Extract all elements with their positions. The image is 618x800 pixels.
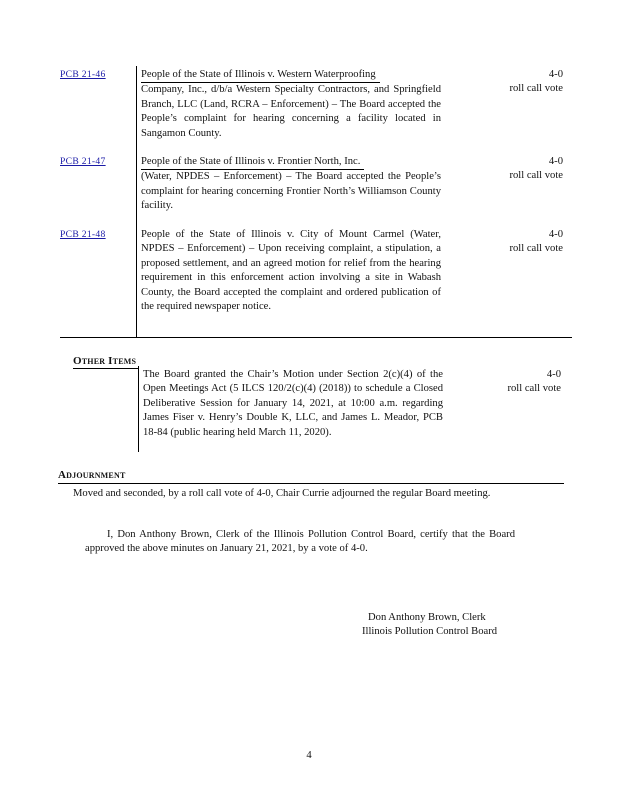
case-entry-pcb-21-47	[141, 155, 441, 214]
case-body: (Water, NPDES – Enforcement) – The Board accepted the People’s complaint for hearing concerning Frontier North’s Williamson County facility.	[141, 171, 441, 212]
case-entry-pcb-21-48	[141, 228, 441, 314]
vote-type: roll call vote	[509, 243, 563, 255]
case-link-pcb-21-46[interactable]: PCB 21-46	[60, 69, 106, 80]
signature-name: Don Anthony Brown, Clerk	[368, 612, 486, 623]
certification-text: I, Don Anthony Brown, Clerk of the Illinois Pollution Control Board, certify that the Board approved the above minutes on January 21, 2021, by a vote of 4-0.	[85, 529, 515, 555]
vote-type: roll call vote	[509, 83, 563, 95]
case-body: Company, Inc., d/b/a Western Specialty Contractors, and Springfield Branch, LLC (Land, RCRA – Enforcement) – The Board accepted the People’s complaint for hearing concerning a facility located in Sangamon County.	[141, 84, 441, 139]
table-column-divider	[136, 66, 137, 338]
other-items-heading: Other Items	[73, 355, 137, 367]
vote-count: 4-0	[548, 69, 563, 80]
signature-block	[362, 611, 562, 640]
signature-org: Illinois Pollution Control Board	[362, 626, 498, 638]
adjournment-heading: Adjournment	[58, 469, 126, 481]
vote-count: 4-0	[548, 156, 563, 167]
adjournment-rule	[58, 483, 564, 484]
other-items-divider	[138, 366, 139, 452]
vote-other-items	[481, 368, 561, 397]
case-body: People of the State of Illinois v. City of Mount Carmel (Water, NPDES – Enforcement) – Upon receiving complaint, a stipulation, a proposed settlement, and an agreed motion for relief from the hearing requirement in this enforcement action involving a site in Wabash County, the Board accepted the complaint and ordered publication of the required newspaper notice.	[141, 229, 441, 313]
vote-count: 4-0	[546, 369, 561, 380]
table-bottom-rule	[60, 337, 572, 338]
vote-type: roll call vote	[509, 170, 563, 182]
vote-pcb-21-47	[483, 155, 563, 184]
other-items-underline	[73, 368, 139, 369]
other-items-body: The Board granted the Chair’s Motion under Section 2(c)(4) of the Open Meetings Act (5 ILCS 120/2(c)(4) (2018)) to schedule a Closed Deliberative Session for January 14, 2021, at 10:00 a.m. regarding James Fiser v. Henry’s Double K, LLC, and James L. Meador, PCB 18-84 (public hearing held March 11, 2020).	[143, 369, 443, 438]
case-link-pcb-21-48[interactable]: PCB 21-48	[60, 229, 106, 240]
adjournment-body: Moved and seconded, by a roll call vote of 4-0, Chair Currie adjourned the regular Board meeting.	[73, 488, 491, 499]
page-number: 4	[306, 750, 312, 761]
case-title: People of the State of Illinois v. Western Waterproofing	[141, 68, 380, 83]
vote-count: 4-0	[548, 229, 563, 240]
case-title: People of the State of Illinois v. Frontier North, Inc.	[141, 155, 364, 170]
case-entry-pcb-21-46	[141, 68, 441, 141]
case-link-pcb-21-47[interactable]: PCB 21-47	[60, 156, 106, 167]
vote-pcb-21-46	[483, 68, 563, 97]
vote-type: roll call vote	[507, 383, 561, 395]
vote-pcb-21-48	[483, 228, 563, 257]
